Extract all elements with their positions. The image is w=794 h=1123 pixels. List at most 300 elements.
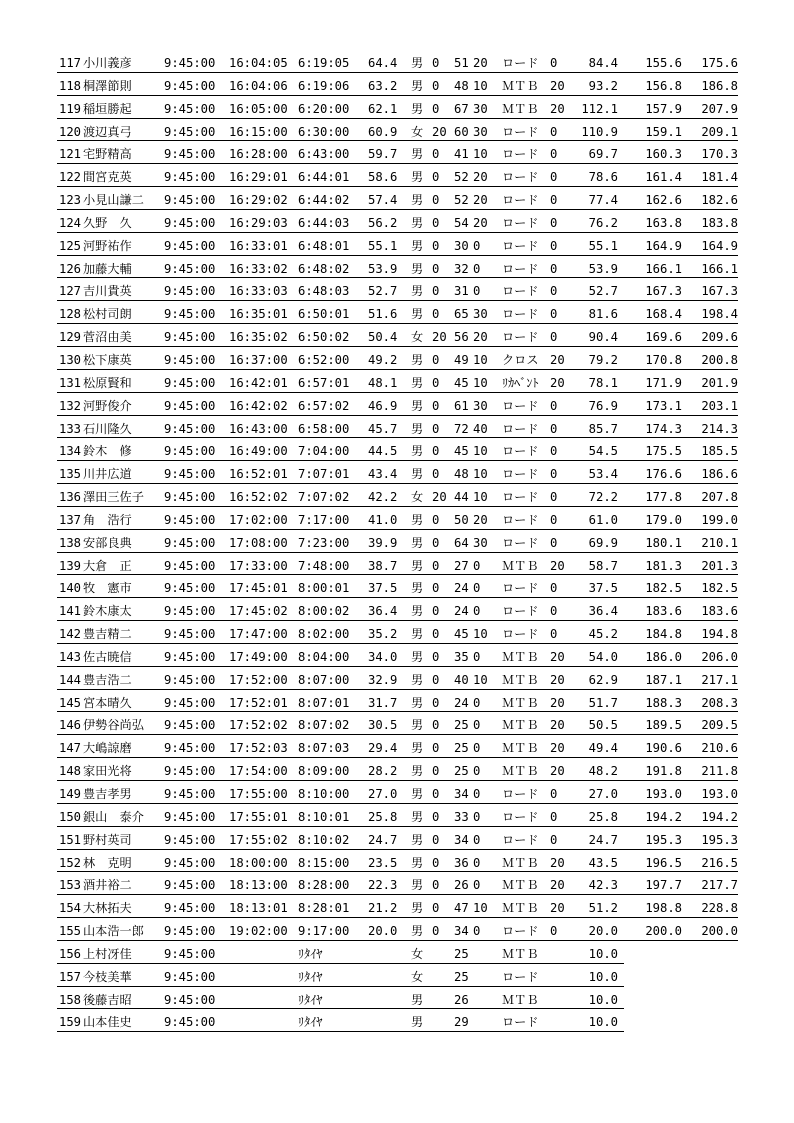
elapsed-time-cell: 8:10:00 — [298, 787, 350, 801]
table-row — [0, 187, 794, 210]
bike-type-cell: ロード — [502, 627, 539, 642]
bike-type-cell: ＭＴＢ — [502, 101, 539, 116]
points-cell: 10.0 — [588, 969, 618, 984]
elapsed-time-cell: 6:43:00 — [298, 147, 350, 162]
subtotal-cell: 197.7 — [645, 878, 682, 893]
points-cell: 37.5 — [588, 581, 618, 596]
start-time-cell: 9:45:00 — [164, 444, 216, 459]
score-cell: 45.7 — [368, 421, 398, 436]
subtotal-cell: 155.6 — [645, 56, 682, 70]
bike-points-cell: 0 — [550, 444, 558, 459]
table-row — [0, 141, 794, 164]
rank-cell: 137 — [59, 512, 82, 527]
age-cell: 45 — [454, 375, 469, 390]
score-cell: 56.2 — [368, 215, 398, 230]
total-cell: 201.3 — [701, 558, 738, 573]
start-time-cell: 9:45:00 — [164, 421, 216, 436]
finish-time-cell: 16:42:02 — [229, 398, 288, 413]
name-cell: 石川隆久 — [83, 421, 132, 436]
finish-time-cell: 17:45:01 — [229, 581, 288, 596]
sex-cell: 男 — [411, 832, 424, 847]
sex-points-cell: 0 — [432, 421, 440, 436]
table-row — [0, 278, 794, 301]
bike-type-cell: ＭＴＢ — [502, 992, 539, 1007]
total-cell: 185.5 — [701, 444, 738, 459]
age-points-cell: 0 — [473, 695, 481, 710]
points-cell: 10.0 — [588, 992, 618, 1007]
age-points-cell: 20 — [473, 193, 488, 208]
elapsed-time-cell: 8:00:02 — [298, 604, 350, 619]
sex-points-cell: 0 — [432, 56, 440, 70]
points-cell: 45.2 — [588, 627, 618, 642]
subtotal-cell: 196.5 — [645, 855, 682, 870]
elapsed-time-cell: 8:07:02 — [298, 718, 350, 733]
sex-points-cell: 0 — [432, 627, 440, 642]
finish-time-cell: 16:42:01 — [229, 375, 288, 390]
elapsed-time-cell: 8:07:01 — [298, 695, 350, 710]
bike-points-cell: 0 — [550, 238, 558, 253]
subtotal-cell: 182.5 — [645, 581, 682, 596]
bike-points-cell: 0 — [550, 56, 558, 70]
sex-points-cell: 0 — [432, 170, 440, 185]
rank-cell: 138 — [59, 535, 82, 550]
subtotal-cell: 183.6 — [645, 604, 682, 619]
points-cell: 51.2 — [588, 901, 618, 916]
start-time-cell: 9:45:00 — [164, 535, 216, 550]
points-cell: 79.2 — [588, 352, 618, 367]
age-points-cell: 0 — [473, 649, 481, 664]
finish-time-cell: 17:08:00 — [229, 535, 288, 550]
sex-cell: 男 — [411, 718, 424, 733]
name-cell: 角 浩行 — [83, 512, 132, 527]
score-cell: 22.3 — [368, 878, 398, 893]
sex-points-cell: 0 — [432, 832, 440, 847]
points-cell: 69.7 — [588, 147, 618, 162]
score-cell: 52.7 — [368, 284, 398, 299]
bike-points-cell: 0 — [550, 809, 558, 824]
subtotal-cell: 176.6 — [645, 467, 682, 482]
age-cell: 52 — [454, 193, 469, 208]
age-cell: 44 — [454, 490, 469, 505]
points-cell: 112.1 — [581, 101, 618, 116]
elapsed-time-cell: ﾘﾀｲﾔ — [298, 992, 323, 1007]
age-points-cell: 10 — [473, 78, 488, 93]
rank-cell: 118 — [59, 78, 82, 93]
finish-time-cell: 17:45:02 — [229, 604, 288, 619]
elapsed-time-cell: 8:15:00 — [298, 855, 350, 870]
points-cell: 69.9 — [588, 535, 618, 550]
total-cell: 193.0 — [701, 787, 738, 801]
bike-type-cell: ロード — [502, 147, 539, 162]
points-cell: 72.2 — [588, 490, 618, 505]
bike-points-cell: 20 — [550, 352, 565, 367]
score-cell: 42.2 — [368, 490, 398, 505]
finish-time-cell: 16:35:01 — [229, 307, 288, 322]
points-cell: 53.4 — [588, 467, 618, 482]
rank-cell: 156 — [59, 946, 82, 961]
rank-cell: 117 — [59, 56, 82, 70]
score-cell: 23.5 — [368, 855, 398, 870]
bike-points-cell: 20 — [550, 649, 565, 664]
age-points-cell: 0 — [473, 787, 481, 801]
sex-cell: 男 — [411, 741, 424, 756]
finish-time-cell: 17:55:01 — [229, 809, 288, 824]
bike-points-cell: 0 — [550, 284, 558, 299]
sex-cell: 男 — [411, 261, 424, 276]
table-row — [0, 164, 794, 187]
start-time-cell: 9:45:00 — [164, 78, 216, 93]
start-time-cell: 9:45:00 — [164, 398, 216, 413]
age-cell: 26 — [454, 992, 469, 1007]
age-points-cell: 40 — [473, 421, 488, 436]
sex-cell: 女 — [411, 969, 424, 984]
points-cell: 77.4 — [588, 193, 618, 208]
total-cell: 209.5 — [701, 718, 738, 733]
elapsed-time-cell: 6:30:00 — [298, 124, 350, 139]
rank-cell: 158 — [59, 992, 82, 1007]
total-cell: 211.8 — [701, 764, 738, 779]
elapsed-time-cell: 8:02:00 — [298, 627, 350, 642]
age-points-cell: 10 — [473, 672, 488, 687]
sex-points-cell: 20 — [432, 124, 447, 139]
sex-points-cell: 0 — [432, 375, 440, 390]
age-cell: 30 — [454, 238, 469, 253]
finish-time-cell: 17:33:00 — [229, 558, 288, 573]
bike-points-cell: 20 — [550, 741, 565, 756]
age-cell: 49 — [454, 352, 469, 367]
start-time-cell: 9:45:00 — [164, 901, 216, 916]
score-cell: 25.8 — [368, 809, 398, 824]
subtotal-cell: 161.4 — [645, 170, 682, 185]
age-points-cell: 20 — [473, 56, 488, 70]
age-cell: 36 — [454, 855, 469, 870]
finish-time-cell: 16:29:01 — [229, 170, 288, 185]
bike-points-cell: 0 — [550, 193, 558, 208]
bike-type-cell: ロード — [502, 261, 539, 276]
points-cell: 43.5 — [588, 855, 618, 870]
sex-cell: 男 — [411, 649, 424, 664]
elapsed-time-cell: 6:57:01 — [298, 375, 350, 390]
table-row — [0, 644, 794, 667]
elapsed-time-cell: 7:07:01 — [298, 467, 350, 482]
sex-cell: 男 — [411, 901, 424, 916]
table-row — [0, 370, 794, 393]
elapsed-time-cell: 6:19:05 — [298, 56, 350, 70]
total-cell: 210.1 — [701, 535, 738, 550]
age-points-cell: 0 — [473, 741, 481, 756]
points-cell: 76.9 — [588, 398, 618, 413]
age-points-cell: 0 — [473, 718, 481, 733]
age-cell: 65 — [454, 307, 469, 322]
sex-cell: 男 — [411, 444, 424, 459]
rank-cell: 120 — [59, 124, 82, 139]
sex-cell: 男 — [411, 56, 424, 70]
bike-type-cell: ロード — [502, 444, 539, 459]
finish-time-cell: 19:02:00 — [229, 924, 288, 939]
sex-points-cell: 20 — [432, 490, 447, 505]
finish-time-cell: 17:52:02 — [229, 718, 288, 733]
score-cell: 59.7 — [368, 147, 398, 162]
sex-points-cell: 0 — [432, 467, 440, 482]
score-cell: 31.7 — [368, 695, 398, 710]
rank-cell: 140 — [59, 581, 82, 596]
bike-type-cell: ロード — [502, 809, 539, 824]
score-cell: 37.5 — [368, 581, 398, 596]
name-cell: 吉川貴英 — [83, 284, 132, 299]
total-cell: 195.3 — [701, 832, 738, 847]
sex-points-cell: 0 — [432, 398, 440, 413]
elapsed-time-cell: 6:50:01 — [298, 307, 350, 322]
elapsed-time-cell: 6:50:02 — [298, 330, 350, 345]
finish-time-cell: 16:52:02 — [229, 490, 288, 505]
points-cell: 10.0 — [588, 946, 618, 961]
start-time-cell: 9:45:00 — [164, 627, 216, 642]
total-cell: 228.8 — [701, 901, 738, 916]
points-cell: 54.0 — [588, 649, 618, 664]
bike-type-cell: ＭＴＢ — [502, 695, 539, 710]
elapsed-time-cell: 6:48:03 — [298, 284, 350, 299]
sex-points-cell: 0 — [432, 718, 440, 733]
finish-time-cell: 16:43:00 — [229, 421, 288, 436]
points-cell: 90.4 — [588, 330, 618, 345]
finish-time-cell: 16:37:00 — [229, 352, 288, 367]
rank-cell: 144 — [59, 672, 82, 687]
age-cell: 27 — [454, 558, 469, 573]
age-points-cell: 30 — [473, 398, 488, 413]
start-time-cell: 9:45:00 — [164, 581, 216, 596]
bike-type-cell: ＭＴＢ — [502, 878, 539, 893]
age-points-cell: 0 — [473, 764, 481, 779]
table-row — [0, 461, 794, 484]
sex-points-cell: 0 — [432, 741, 440, 756]
bike-type-cell: ロード — [502, 1015, 539, 1030]
bike-points-cell: 20 — [550, 101, 565, 116]
elapsed-time-cell: 6:19:06 — [298, 78, 350, 93]
age-points-cell: 10 — [473, 901, 488, 916]
total-cell: 181.4 — [701, 170, 738, 185]
age-cell: 25 — [454, 741, 469, 756]
name-cell: 酒井裕二 — [83, 878, 132, 893]
bike-type-cell: ロード — [502, 969, 539, 984]
age-cell: 54 — [454, 215, 469, 230]
elapsed-time-cell: ﾘﾀｲﾔ — [298, 969, 323, 984]
bike-points-cell: 0 — [550, 467, 558, 482]
sex-cell: 男 — [411, 467, 424, 482]
bike-type-cell: ロード — [502, 124, 539, 139]
rank-cell: 128 — [59, 307, 82, 322]
total-cell: 208.3 — [701, 695, 738, 710]
age-cell: 25 — [454, 764, 469, 779]
score-cell: 39.9 — [368, 535, 398, 550]
subtotal-cell: 167.3 — [645, 284, 682, 299]
total-cell: 203.1 — [701, 398, 738, 413]
table-row — [0, 393, 794, 416]
elapsed-time-cell: 8:07:03 — [298, 741, 350, 756]
bike-type-cell: ﾘｶﾍﾞﾝﾄ — [502, 375, 539, 390]
sex-cell: 女 — [411, 124, 424, 139]
sex-cell: 男 — [411, 1015, 424, 1030]
elapsed-time-cell: 6:44:03 — [298, 215, 350, 230]
rank-cell: 126 — [59, 261, 82, 276]
elapsed-time-cell: 7:48:00 — [298, 558, 350, 573]
age-points-cell: 30 — [473, 535, 488, 550]
age-points-cell: 10 — [473, 375, 488, 390]
sex-points-cell: 0 — [432, 855, 440, 870]
table-row — [0, 96, 794, 119]
total-cell: 198.4 — [701, 307, 738, 322]
total-cell: 175.6 — [701, 56, 738, 70]
rank-cell: 124 — [59, 215, 82, 230]
table-row — [0, 575, 794, 598]
rank-cell: 142 — [59, 627, 82, 642]
sex-points-cell: 0 — [432, 604, 440, 619]
total-cell: 200.0 — [701, 924, 738, 939]
elapsed-time-cell: 8:07:00 — [298, 672, 350, 687]
sex-points-cell: 0 — [432, 512, 440, 527]
points-cell: 50.5 — [588, 718, 618, 733]
total-cell: 210.6 — [701, 741, 738, 756]
points-cell: 20.0 — [588, 924, 618, 939]
bike-points-cell: 20 — [550, 878, 565, 893]
age-cell: 72 — [454, 421, 469, 436]
elapsed-time-cell: 7:04:00 — [298, 444, 350, 459]
finish-time-cell: 17:47:00 — [229, 627, 288, 642]
rank-cell: 159 — [59, 1015, 82, 1030]
name-cell: 小見山謙二 — [83, 193, 144, 208]
sex-points-cell: 0 — [432, 284, 440, 299]
table-row — [0, 918, 794, 941]
bike-type-cell: ＭＴＢ — [502, 855, 539, 870]
table-row — [0, 758, 794, 781]
table-row — [0, 324, 794, 347]
start-time-cell: 9:45:00 — [164, 969, 216, 984]
name-cell: 間宮克英 — [83, 170, 132, 185]
bike-points-cell: 0 — [550, 170, 558, 185]
sex-cell: 男 — [411, 855, 424, 870]
table-row — [0, 712, 794, 735]
finish-time-cell: 17:52:01 — [229, 695, 288, 710]
bike-type-cell: ロード — [502, 307, 539, 322]
score-cell: 43.4 — [368, 467, 398, 482]
bike-points-cell: 0 — [550, 330, 558, 345]
elapsed-time-cell: 8:09:00 — [298, 764, 350, 779]
rank-cell: 133 — [59, 421, 82, 436]
points-cell: 25.8 — [588, 809, 618, 824]
score-cell: 55.1 — [368, 238, 398, 253]
age-cell: 34 — [454, 787, 469, 801]
elapsed-time-cell: 8:28:01 — [298, 901, 350, 916]
start-time-cell: 9:45:00 — [164, 672, 216, 687]
age-points-cell: 0 — [473, 238, 481, 253]
start-time-cell: 9:45:00 — [164, 649, 216, 664]
bike-type-cell: ロード — [502, 467, 539, 482]
total-cell: 183.6 — [701, 604, 738, 619]
rank-cell: 151 — [59, 832, 82, 847]
score-cell: 36.4 — [368, 604, 398, 619]
finish-time-cell: 16:15:00 — [229, 124, 288, 139]
total-cell: 170.3 — [701, 147, 738, 162]
name-cell: 銀山 泰介 — [83, 809, 144, 824]
subtotal-cell: 189.5 — [645, 718, 682, 733]
table-row — [0, 850, 794, 873]
sex-points-cell: 0 — [432, 787, 440, 801]
age-cell: 52 — [454, 170, 469, 185]
total-cell: 186.6 — [701, 467, 738, 482]
elapsed-time-cell: 6:58:00 — [298, 421, 350, 436]
bike-type-cell: ＭＴＢ — [502, 718, 539, 733]
age-cell: 24 — [454, 604, 469, 619]
score-cell: 57.4 — [368, 193, 398, 208]
age-cell: 35 — [454, 649, 469, 664]
total-cell: 209.6 — [701, 330, 738, 345]
age-points-cell: 0 — [473, 924, 481, 939]
total-cell: 217.7 — [701, 878, 738, 893]
sex-points-cell: 0 — [432, 901, 440, 916]
age-points-cell: 0 — [473, 261, 481, 276]
elapsed-time-cell: 7:17:00 — [298, 512, 350, 527]
start-time-cell: 9:45:00 — [164, 193, 216, 208]
age-points-cell: 20 — [473, 215, 488, 230]
age-points-cell: 0 — [473, 832, 481, 847]
name-cell: 上村冴佳 — [83, 946, 132, 961]
age-cell: 50 — [454, 512, 469, 527]
sex-points-cell: 0 — [432, 444, 440, 459]
score-cell: 24.7 — [368, 832, 398, 847]
total-cell: 216.5 — [701, 855, 738, 870]
total-cell: 201.9 — [701, 375, 738, 390]
finish-time-cell: 17:52:00 — [229, 672, 288, 687]
bike-points-cell: 20 — [550, 558, 565, 573]
elapsed-time-cell: 8:10:02 — [298, 832, 350, 847]
sex-cell: 女 — [411, 330, 424, 345]
table-row — [0, 735, 794, 758]
bike-points-cell: 0 — [550, 398, 558, 413]
age-points-cell: 10 — [473, 444, 488, 459]
sex-cell: 女 — [411, 946, 424, 961]
sex-cell: 男 — [411, 924, 424, 939]
name-cell: 小川義彦 — [83, 56, 132, 70]
subtotal-cell: 170.8 — [645, 352, 682, 367]
bike-type-cell: ロード — [502, 56, 539, 70]
bike-points-cell: 0 — [550, 832, 558, 847]
total-cell: 214.3 — [701, 421, 738, 436]
rank-cell: 125 — [59, 238, 82, 253]
finish-time-cell: 16:33:03 — [229, 284, 288, 299]
age-cell: 24 — [454, 695, 469, 710]
points-cell: 78.1 — [588, 375, 618, 390]
subtotal-cell: 198.8 — [645, 901, 682, 916]
start-time-cell: 9:45:00 — [164, 695, 216, 710]
subtotal-cell: 162.6 — [645, 193, 682, 208]
table-row — [0, 530, 794, 553]
rank-cell: 121 — [59, 147, 82, 162]
name-cell: 桐澤節則 — [83, 78, 132, 93]
total-cell: 200.8 — [701, 352, 738, 367]
name-cell: 山本浩一郎 — [83, 924, 144, 939]
sex-cell: 男 — [411, 558, 424, 573]
sex-cell: 男 — [411, 581, 424, 596]
score-cell: 60.9 — [368, 124, 398, 139]
age-cell: 48 — [454, 78, 469, 93]
sex-cell: 男 — [411, 535, 424, 550]
bike-points-cell: 0 — [550, 261, 558, 276]
start-time-cell: 9:45:00 — [164, 878, 216, 893]
bike-type-cell: クロス — [502, 352, 539, 367]
sex-cell: 男 — [411, 764, 424, 779]
age-cell: 29 — [454, 1015, 469, 1030]
score-cell: 58.6 — [368, 170, 398, 185]
age-cell: 64 — [454, 535, 469, 550]
